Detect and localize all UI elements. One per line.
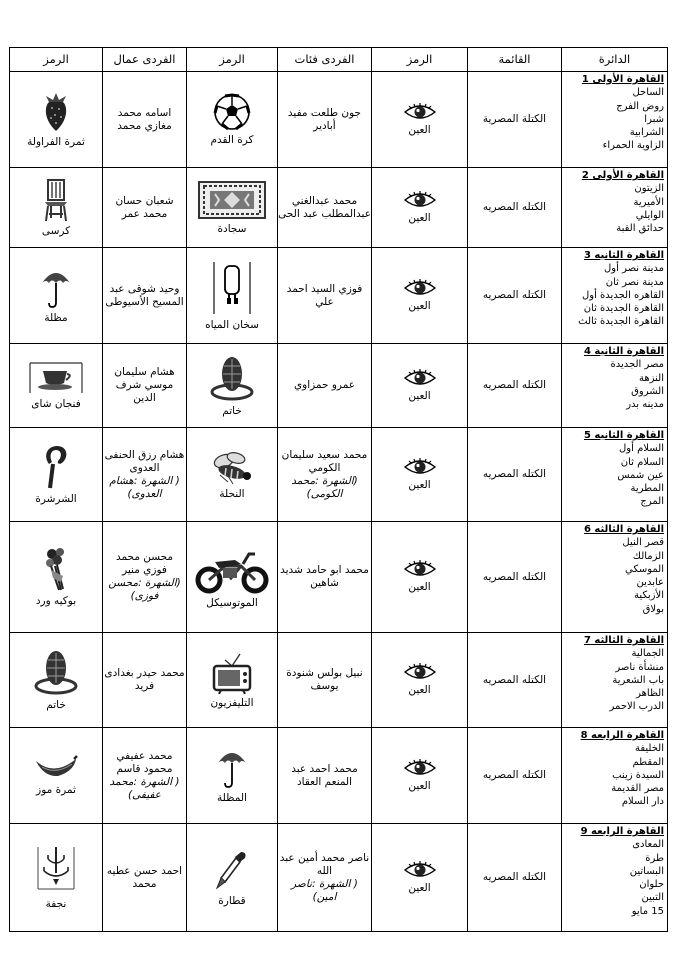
table-row	[10, 824, 668, 932]
district-area: الزاوية الحمراء	[602, 140, 664, 152]
district-area: روض الفرج	[616, 100, 664, 112]
district-area: مصر القديمة	[611, 783, 664, 795]
list-symbol-label: العين	[408, 581, 431, 593]
district-area: المرج	[640, 496, 664, 508]
list-name: الكتله المصريه	[468, 428, 562, 522]
district-area: الجمالية	[631, 648, 664, 660]
list-symbol-cell	[372, 248, 468, 344]
list-symbol-cell	[372, 633, 468, 728]
wk-candidate-name: محمد عفيفي محمود قاسم	[116, 749, 173, 775]
eye-icon	[403, 369, 437, 387]
district-area: الظاهر	[636, 688, 664, 700]
table-row	[10, 522, 668, 633]
list-symbol-label: العين	[408, 779, 431, 792]
header-district: الدائرة	[562, 48, 668, 72]
district-area: 15 مايو	[631, 905, 664, 917]
list-name: الكتله المصريه	[468, 522, 562, 633]
table-row	[10, 168, 668, 248]
wk-candidate-nickname: ( الشهرة :محمد عفيفى)	[109, 775, 180, 801]
fe-symbol-cell	[187, 824, 278, 932]
table-row	[10, 428, 668, 522]
fe-candidate-nickname: ( الشهرة :ناصر امين)	[291, 877, 358, 903]
sickle-icon	[39, 444, 73, 490]
district-cell	[562, 522, 668, 633]
district-area: قصر النيل	[622, 537, 664, 549]
table-row	[10, 633, 668, 728]
district-area: الزمالك	[632, 550, 664, 562]
eye-icon	[403, 759, 437, 777]
fe-symbol-cell	[187, 428, 278, 522]
district-cell	[562, 428, 668, 522]
district-area: مصر الجديدة	[610, 359, 664, 371]
list-symbol-label: العين	[408, 123, 431, 136]
list-symbol-label: العين	[408, 389, 431, 402]
wk-symbol-cell	[10, 168, 103, 248]
district-area: مدينة نصر أول	[604, 263, 664, 275]
list-name: الكتله المصريه	[468, 248, 562, 344]
fe-candidate-name: محمد عبدالغني عبدالمطلب عبد الحى	[278, 194, 371, 220]
fe-symbol-label: النحلة	[219, 487, 245, 500]
wk-symbol-cell	[10, 522, 103, 633]
fe-candidate-nickname: (الشهرة :محمد الكومى)	[291, 474, 358, 500]
list-symbol-cell	[372, 344, 468, 428]
water-heater-icon	[212, 260, 252, 316]
eye-icon	[403, 191, 437, 209]
district-cell	[562, 728, 668, 824]
wk-candidate-nickname: (الشهرة :محسن فوزى)	[108, 577, 181, 602]
fe-symbol-label: المظلة	[217, 791, 247, 804]
wk-symbol-cell	[10, 248, 103, 344]
fe-symbol-label: خاتم	[222, 404, 242, 417]
television-icon	[211, 650, 253, 694]
district-title: القاهرة الثالثه 7	[583, 635, 664, 646]
fe-candidate-name: محمد سعيد سليمان الكومي	[281, 448, 368, 474]
district-area: مدينة نصر ثان	[605, 276, 664, 288]
district-area: المعادى	[632, 839, 664, 851]
list-symbol-cell	[372, 72, 468, 168]
header-fe-candidate: الفردى فئات	[278, 48, 372, 72]
district-area: حلوان	[639, 879, 664, 891]
wk-symbol-label: خاتم	[46, 699, 66, 711]
district-area: القاهرة الجديدة ثان	[583, 303, 664, 315]
header-row	[10, 48, 668, 72]
district-area: عين شمس	[617, 469, 664, 481]
district-cell	[562, 344, 668, 428]
table-row	[10, 728, 668, 824]
eye-icon	[403, 663, 437, 681]
fe-candidate-name: فوزي السيد احمد علي	[286, 282, 363, 308]
fe-symbol-cell	[187, 728, 278, 824]
district-title: القاهرة الثالثه 6	[583, 524, 664, 535]
fe-candidate-name: جون طلعت مفيد أبادير	[287, 106, 362, 132]
wk-candidate-cell	[103, 428, 187, 522]
strawberry-icon	[41, 91, 71, 133]
header-fe-symbol: الرمز	[187, 48, 278, 72]
district-area: الزيتون	[634, 183, 664, 195]
fe-candidate-cell	[278, 72, 372, 168]
list-symbol-cell	[372, 728, 468, 824]
motorcycle-icon	[195, 544, 269, 594]
eye-icon	[403, 560, 437, 578]
fe-candidate-cell	[278, 633, 372, 728]
district-area: الدرب الاحمر	[609, 701, 664, 713]
eye-icon	[403, 103, 437, 121]
fe-candidate-cell	[278, 248, 372, 344]
fe-symbol-cell	[187, 72, 278, 168]
district-area: النزهة	[639, 372, 664, 384]
district-title: القاهرة الرابعه 8	[580, 730, 664, 741]
list-symbol-cell	[372, 168, 468, 248]
district-area: الشروق	[631, 385, 664, 397]
fe-symbol-label: قطارة	[218, 894, 246, 907]
table-row	[10, 344, 668, 428]
district-cell	[562, 248, 668, 344]
fe-candidate-cell	[278, 344, 372, 428]
teacup-icon	[28, 361, 84, 395]
list-symbol-cell	[372, 522, 468, 633]
district-cell	[562, 168, 668, 248]
fe-candidate-cell	[278, 168, 372, 248]
district-title: القاهرة الأولى 1	[581, 74, 664, 85]
fe-symbol-label: كرة القدم	[210, 133, 254, 146]
district-area: الساحل	[632, 87, 664, 99]
list-name: الكتله المصريه	[468, 633, 562, 728]
wk-symbol-label: ثمرة موز	[36, 783, 76, 796]
eye-icon	[403, 458, 437, 476]
wk-symbol-cell	[10, 72, 103, 168]
fe-candidate-name: نبيل بولس شنودة يوسف	[286, 667, 363, 692]
district-cell	[562, 824, 668, 932]
wk-candidate-cell	[103, 72, 187, 168]
wk-symbol-cell	[10, 824, 103, 932]
wk-candidate-name: اسامه محمد مغازي محمد	[117, 106, 172, 132]
header-list: القائمة	[468, 48, 562, 72]
wk-candidate-name: هشام رزق الحنفى العدوى	[104, 448, 185, 474]
wk-symbol-label: ثمرة الفراولة	[27, 135, 85, 148]
fe-candidate-name: محمد ابو حامد شديد شاهين	[280, 564, 369, 589]
table-row	[10, 72, 668, 168]
wk-candidate-cell	[103, 248, 187, 344]
wk-symbol-label: الشرشرة	[35, 492, 77, 505]
wk-candidate-cell	[103, 824, 187, 932]
wk-candidate-cell	[103, 633, 187, 728]
fe-candidate-name: عمرو حمزاوي	[293, 379, 356, 391]
list-symbol-label: العين	[408, 299, 431, 312]
district-area: بولاق	[642, 603, 664, 615]
district-area: البساتين	[629, 865, 664, 877]
football-icon	[213, 93, 251, 131]
wk-candidate-cell	[103, 728, 187, 824]
fe-candidate-cell	[278, 728, 372, 824]
district-area: القاهره الجديدة أول	[582, 289, 664, 301]
wk-symbol-label: مظلة	[44, 311, 68, 324]
fe-symbol-cell	[187, 522, 278, 633]
district-area: الشرابية	[629, 127, 664, 139]
fe-symbol-cell	[187, 168, 278, 248]
eye-icon	[403, 861, 437, 879]
district-cell	[562, 633, 668, 728]
district-title: القاهرة الثانيه 3	[583, 250, 664, 261]
chair-icon	[41, 178, 71, 222]
district-area: السيدة زينب	[612, 769, 664, 781]
district-area: شبرا	[644, 113, 664, 125]
wk-symbol-cell	[10, 428, 103, 522]
district-title: القاهرة الثانية 4	[583, 346, 664, 357]
wk-candidate-cell	[103, 522, 187, 633]
district-title: القاهرة الرابعه 9	[580, 826, 664, 837]
fe-candidate-name: ناصر محمد أمين عبد الله	[279, 851, 370, 877]
banana-icon	[34, 755, 78, 781]
list-symbol-cell	[372, 428, 468, 522]
district-cell	[562, 72, 668, 168]
list-symbol-label: العين	[408, 684, 431, 696]
table-row	[10, 248, 668, 344]
district-area: الوايلي	[635, 209, 664, 221]
district-area: الأميرية	[633, 196, 664, 208]
district-area: السلام ثان	[620, 456, 664, 468]
list-name: الكتله المصريه	[468, 728, 562, 824]
list-symbol-label: العين	[408, 881, 431, 894]
wk-symbol-label: نجفة	[45, 897, 67, 910]
wk-candidate-name: شعبان حسان محمد عمر	[115, 194, 174, 220]
district-title: القاهرة الثانيه 5	[583, 430, 664, 441]
district-area: طرة	[645, 852, 664, 864]
district-area: الخليفة	[634, 743, 664, 755]
eye-icon	[403, 279, 437, 297]
bee-icon	[208, 449, 256, 485]
fe-symbol-cell	[187, 633, 278, 728]
list-name: الكتلة المصرية	[468, 72, 562, 168]
header-wk-candidate: الفردى عمال	[103, 48, 187, 72]
fe-symbol-cell	[187, 248, 278, 344]
ring-icon	[209, 354, 255, 402]
fe-candidate-cell	[278, 824, 372, 932]
list-symbol-cell	[372, 824, 468, 932]
district-area: باب الشعرية	[612, 674, 664, 686]
district-area: منشأة ناصر	[615, 661, 664, 673]
wk-symbol-label: فنجان شاى	[31, 397, 81, 410]
ring-icon	[33, 648, 79, 696]
wk-candidate-cell	[103, 344, 187, 428]
fe-candidate-cell	[278, 522, 372, 633]
district-area: المطرية	[630, 483, 664, 495]
fe-symbol-label: الموتوسيكل	[206, 597, 258, 609]
wk-symbol-cell	[10, 728, 103, 824]
district-area: دار السلام	[621, 796, 664, 808]
bouquet-icon	[41, 546, 71, 592]
wk-symbol-cell	[10, 633, 103, 728]
district-title: القاهرة الأولى 2	[581, 170, 664, 181]
list-symbol-label: العين	[408, 478, 431, 491]
fe-candidate-cell	[278, 428, 372, 522]
chandelier-icon	[36, 845, 76, 895]
fe-candidate-name: محمد احمد عبد المنعم العقاد	[291, 762, 358, 788]
list-symbol-label: العين	[408, 211, 431, 224]
district-area: مدينه بدر	[626, 399, 664, 411]
wk-symbol-cell	[10, 344, 103, 428]
wk-candidate-name: وحيد شوقى عبد المسيح الأسيوطى	[105, 282, 184, 308]
district-area: السلام أول	[619, 443, 664, 455]
candidates-table	[9, 47, 668, 932]
wk-symbol-label: كرسى	[41, 224, 71, 237]
fe-symbol-cell	[187, 344, 278, 428]
district-area: عابدين	[636, 577, 664, 589]
list-name: الكتله المصريه	[468, 824, 562, 932]
district-area: الأزبكية	[634, 590, 664, 602]
district-area: المقطم	[632, 756, 664, 768]
wk-symbol-label: بوكيه ورد	[35, 595, 77, 607]
wk-candidate-name: محمد حيدر بغدادى فريد	[104, 667, 185, 692]
header-wk-symbol: الرمز	[10, 48, 103, 72]
district-area: التبين	[641, 892, 664, 904]
wk-candidate-cell	[103, 168, 187, 248]
wk-candidate-name: هشام سليمان موسي شرف الدين	[114, 366, 175, 404]
district-area: حدائق القبة	[616, 223, 664, 235]
wk-candidate-nickname: ( الشهرة :هشام العدوى)	[109, 474, 180, 500]
list-name: الكتله المصريه	[468, 168, 562, 248]
carpet-icon	[197, 180, 267, 220]
umbrella-icon	[216, 747, 248, 789]
umbrella-icon	[40, 267, 72, 309]
fe-symbol-label: سخان المياه	[205, 318, 259, 331]
district-area: الموسكي	[624, 563, 664, 575]
header-list-symbol: الرمز	[372, 48, 468, 72]
wk-candidate-name: محسن محمد فوزي منير	[115, 551, 174, 576]
fe-symbol-label: سجادة	[217, 222, 247, 235]
wk-candidate-name: احمد حسن عطيه محمد	[106, 864, 183, 890]
list-name: الكتله المصريه	[468, 344, 562, 428]
dropper-icon	[215, 848, 249, 892]
fe-symbol-label: التليفزيون	[210, 697, 254, 709]
district-area: القاهرة الجديدة ثالث	[578, 316, 664, 328]
